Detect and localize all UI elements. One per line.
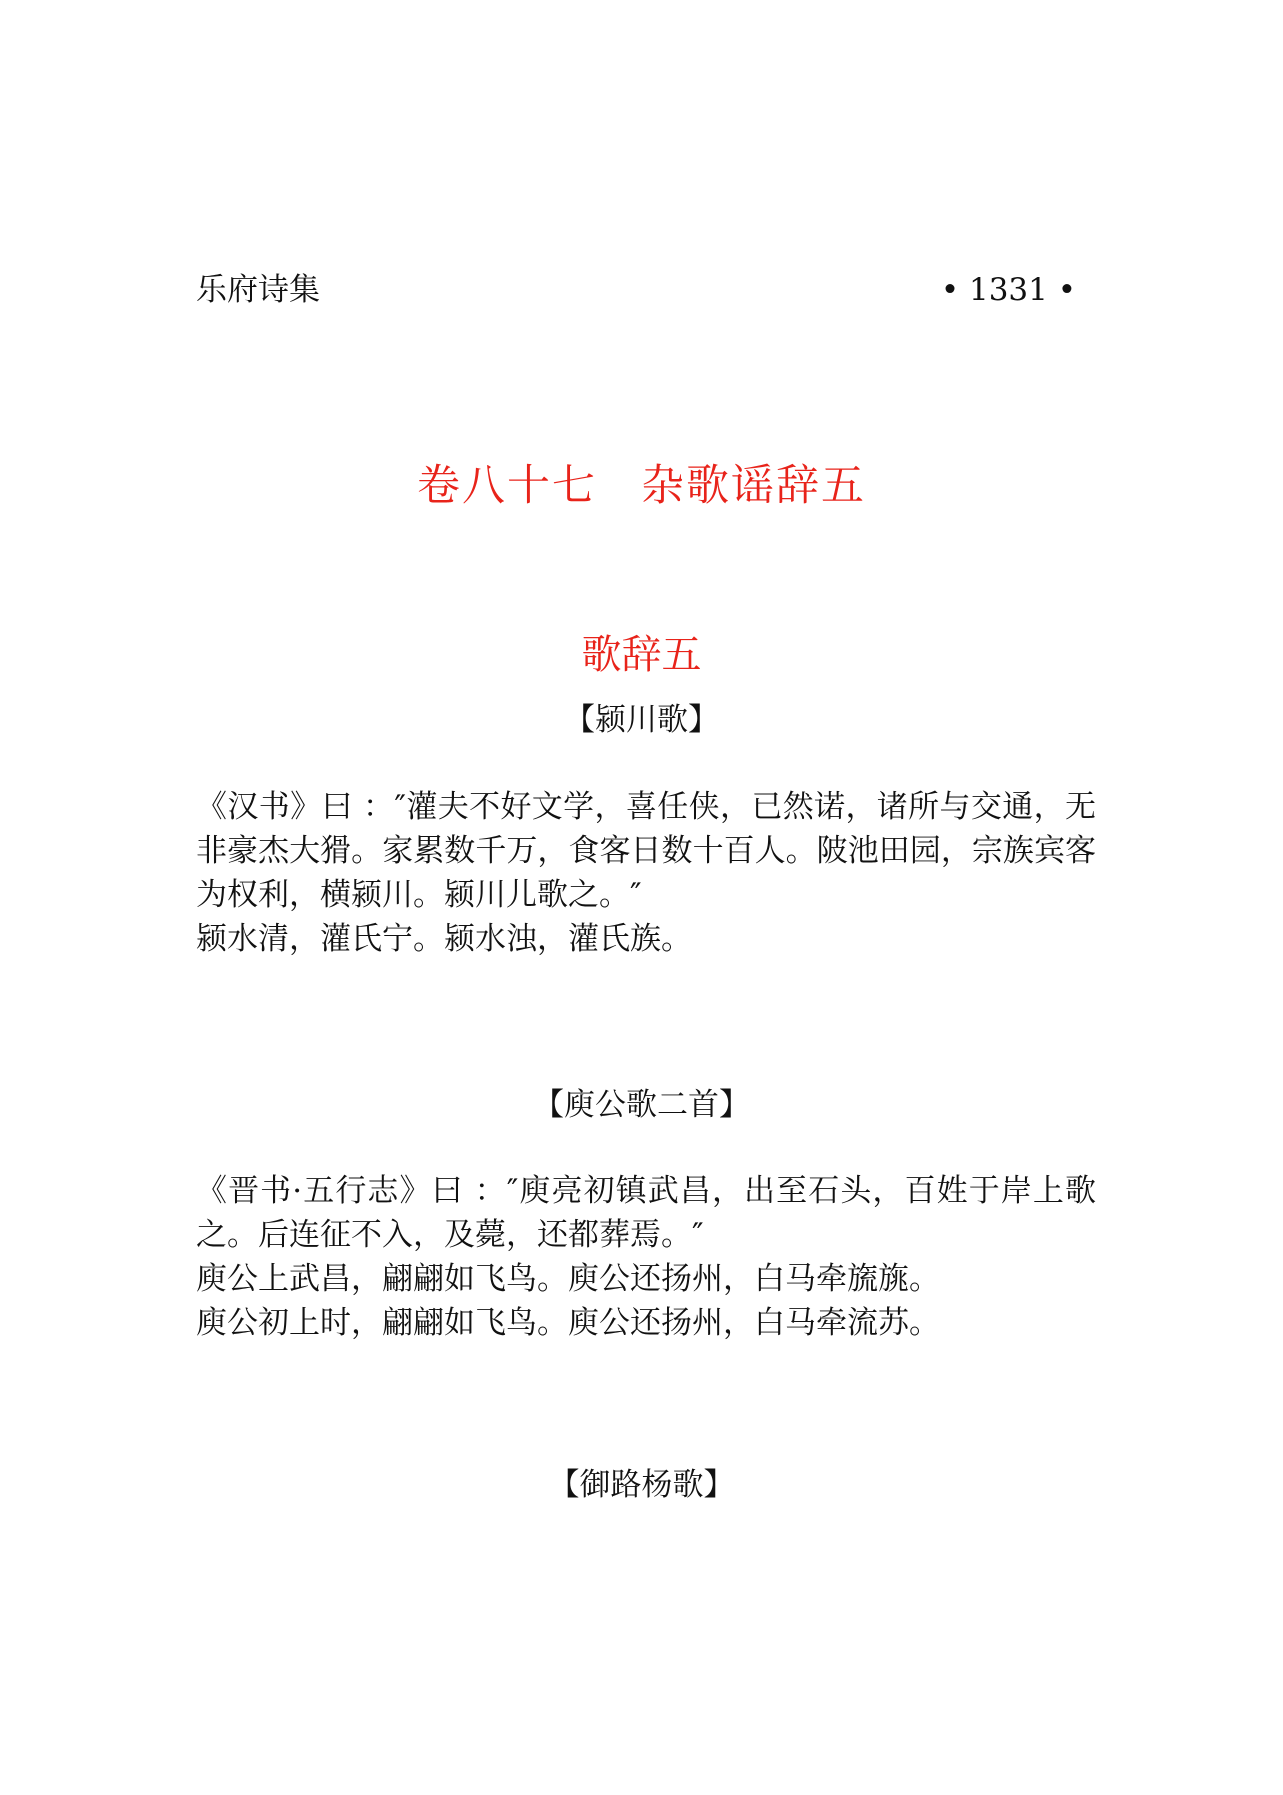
poem-body (196, 785, 1096, 961)
running-header (196, 270, 1076, 310)
volume-number: 卷八十七 (417, 461, 597, 511)
volume-name: 杂歌谣辞五 (641, 461, 866, 511)
poem-citation: 《晋书·五行志》曰 ：″庾亮初镇武昌，出至石头，百姓于岸上歌之。后连征不入，及薨，还都葬焉。″ (196, 1173, 1096, 1253)
poem-verse: 庾公上武昌，翩翩如飞鸟。庾公还扬州，白马牵旒旐。 (196, 1261, 940, 1297)
poem-heading: 【御路杨歌】 (548, 1467, 735, 1503)
poem-heading: 【庾公歌二首】 (533, 1087, 750, 1123)
page-number: • 1331 • (940, 272, 1076, 308)
section-title: 歌辞五 (581, 632, 702, 678)
book-title: 乐府诗集 (196, 272, 320, 308)
poem-heading: 【颍川歌】 (564, 702, 719, 738)
poem-verse: 颍水清，灌氏宁。颍水浊，灌氏族。 (196, 921, 692, 957)
poem-citation: 《汉书》曰 ：″灌夫不好文学，喜任侠，已然诺，诸所与交通，无非豪杰大猾。家累数千万，食客日数十百人。陂池田园，宗族宾客为权利，横颍川。颍川儿歌之。″ (196, 789, 1096, 913)
volume-title (0, 458, 1283, 514)
poem-body (196, 1169, 1096, 1345)
poem-verse: 庾公初上时，翩翩如飞鸟。庾公还扬州，白马牵流苏。 (196, 1305, 940, 1341)
